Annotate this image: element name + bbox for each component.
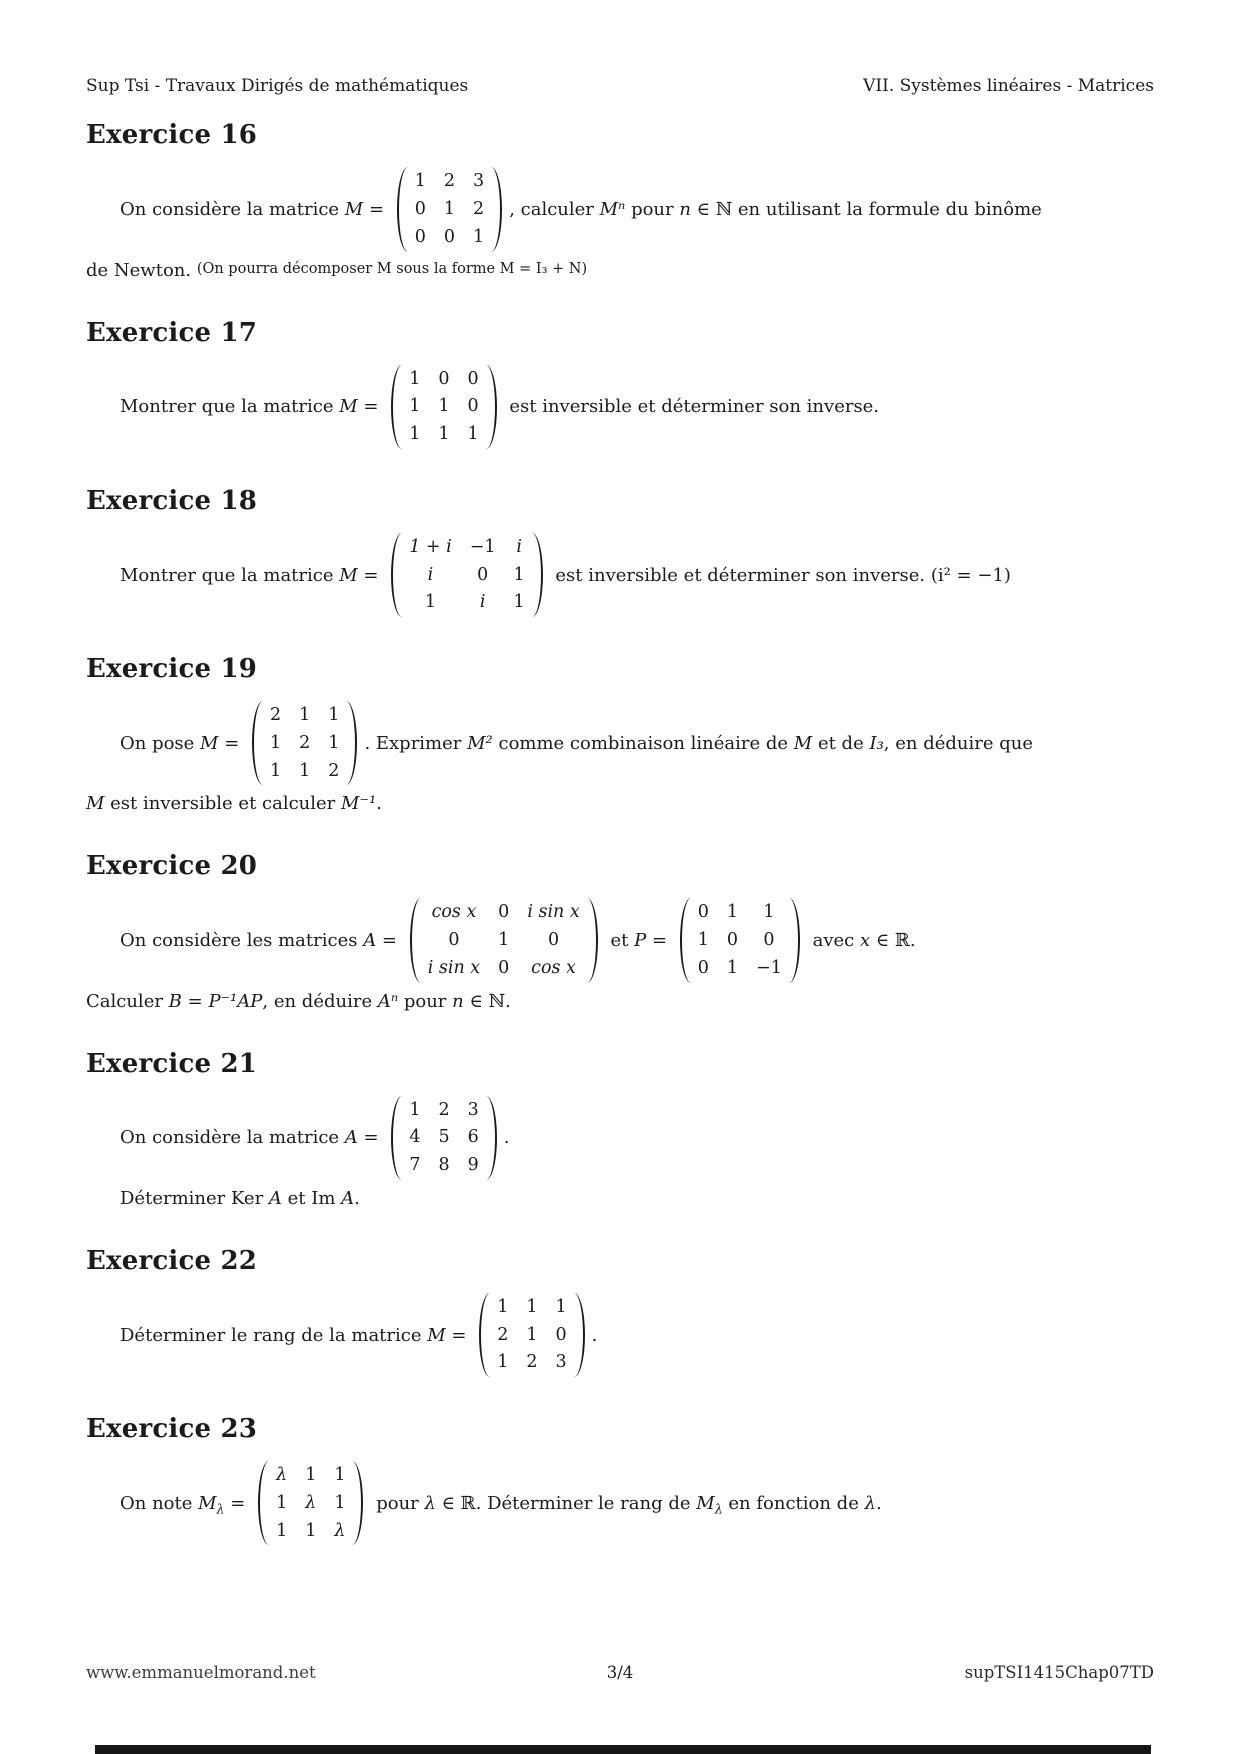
text-run: et Im [281,1187,342,1209]
matrix-right-paren [352,1461,363,1545]
matrix-cell: λ [276,1465,288,1486]
exercise-23-line-1 [86,1458,1154,1548]
text-run: en fonction de [722,1492,865,1514]
matrix-cell: 1 [409,1099,421,1120]
matrix-cell: 3 [467,1099,479,1120]
matrix-right-paren [789,898,800,982]
matrix-cell: 1 [305,1520,317,1541]
matrix-cell: −1 [756,957,782,978]
text-run: est inversible et calculer [104,793,342,815]
exercise-17 [86,318,1154,452]
text-run: On considère les matrices [120,930,364,952]
matrix-p [680,898,800,982]
exercise-21 [86,1049,1154,1212]
matrix-cell: 1 [726,902,739,923]
matrix-cell: 1 [334,1465,346,1486]
text-run: pour [398,990,453,1012]
matrix-grid [421,898,587,982]
text-run: On considère la matrice [120,199,345,221]
math-var-subscript: λ [216,1501,225,1517]
matrix-cell: 0 [467,368,479,389]
math-var: n [679,199,691,221]
math-var-subscript: λ [714,1501,723,1517]
math-var-base: M [696,1492,715,1514]
exercise-19-title: Exercice 19 [86,654,258,685]
matrix-cell: 1 [438,396,450,417]
text-run: . [876,1492,882,1514]
matrix-cell: 1 [467,424,479,445]
matrix-cell: 1 [414,171,426,192]
math-var: M⁻¹ [341,793,377,815]
text-run: , calculer [509,199,600,221]
header-course-title: Sup Tsi - Travaux Dirigés de mathématiques [86,76,469,96]
math-var: M² [467,732,493,754]
text-run: comme combinaison linéaire de [492,732,794,754]
matrix-cell: 0 [448,930,460,951]
matrix-cell: cos x [431,902,477,923]
exercise-21-line-2 [86,1185,1154,1212]
text-run: = [363,199,390,221]
exercise-16 [86,120,1154,283]
exercise-19 [86,654,1154,817]
matrix-cell: 0 [414,226,426,247]
exercise-20-line-2 [86,988,1154,1015]
text-run: ∈ ℕ en utilisant la formule du binôme [690,199,1042,221]
math-var: λ [864,1492,876,1514]
matrix-left-paren [258,1461,269,1545]
text-run: . Exprimer [364,732,468,754]
matrix-cell: 2 [497,1324,509,1345]
exercise-23 [86,1414,1154,1548]
matrix-cell: 7 [409,1155,421,1176]
math-var-base: M [198,1492,217,1514]
math-var: P [634,930,647,952]
matrix-cell: 0 [414,199,426,220]
text-run: = [181,990,209,1012]
text-run: . [376,793,382,815]
math-var: M [344,199,364,221]
matrix-grid [691,898,789,982]
matrix-cell: 1 [697,930,709,951]
matrix-left-paren [397,167,408,251]
matrix-cell: 2 [328,760,340,781]
matrix-cell: 2 [526,1352,538,1373]
matrix-cell: 1 [299,760,311,781]
matrix-cell: 1 [328,705,340,726]
text-run: est inversible et déterminer son inverse. [549,564,931,586]
matrix-cell: 0 [477,564,489,585]
matrix-cell: 1 [409,424,421,445]
matrix-cell: 0 [498,902,510,923]
math-var: P⁻¹AP [208,990,263,1012]
matrix [252,701,357,785]
text-run: ∈ ℝ. Déterminer le rang de [435,1492,697,1514]
exercise-20-title: Exercice 20 [86,851,258,882]
matrix [397,167,502,251]
math-var: M [427,1324,446,1346]
matrix-cell: 6 [467,1127,479,1148]
exercise-22-title: Exercice 22 [86,1245,258,1276]
exercise-17-line-1 [86,362,1154,452]
text-run: = [218,732,246,754]
matrix-cell: 1 [409,368,421,389]
matrix [391,365,496,449]
exercise-16-line-1 [86,164,1154,254]
matrix-left-paren [252,701,263,785]
math-var: M [339,396,358,418]
matrix-cell: 3 [555,1352,567,1373]
text-run: = [445,1324,473,1346]
footer-website-link[interactable]: www.emmanuelmorand.net [86,1663,316,1682]
page-footer [86,1663,1154,1682]
hint-note: (On pourra décomposer M sous la forme M = I₃ + N) [196,261,588,278]
text-run: avec [806,930,860,952]
math-var: A [268,1187,282,1209]
matrix-left-paren [391,365,402,449]
exercise-19-line-2 [86,790,1154,817]
text-run: = [357,1127,385,1149]
page-number: 3/4 [606,1663,634,1682]
math-var: A [363,930,377,952]
matrix-cell: cos x [531,957,576,978]
matrix-cell: 0 [555,1324,567,1345]
matrix [391,1096,496,1180]
exercise-20-line-1 [86,895,1154,985]
text-run: = [357,396,385,418]
matrix-cell: 1 [270,760,282,781]
matrix-grid [402,1096,485,1180]
math-var: Mⁿ [599,199,626,221]
matrix-cell: 2 [443,171,456,192]
math-var: B [168,990,182,1012]
text-run: On note [120,1492,199,1514]
matrix-grid [490,1293,573,1377]
exercise-19-line-1 [86,698,1154,788]
exercise-18-line-1 [86,530,1154,620]
matrix-cell: i [479,592,486,613]
matrix-cell: 1 [305,1465,317,1486]
matrix-cell: 2 [473,199,485,220]
matrix-cell: 0 [467,396,479,417]
matrix-cell: 1 [424,592,437,613]
page-edge-bar [95,1745,1151,1754]
matrix-cell: 0 [697,902,709,923]
matrix-cell: 1 [497,1352,509,1373]
text-run: Montrer que la matrice [120,396,340,418]
matrix-cell: 4 [409,1127,421,1148]
matrix-cell: 1 [473,226,485,247]
matrix-cell: 2 [438,1099,450,1120]
math-var [696,1490,722,1517]
matrix-cell: 1 [328,732,340,753]
matrix-left-paren [410,898,421,982]
matrix-cell: 1 [555,1296,567,1317]
matrix-right-paren [491,167,502,251]
matrix-cell: i [427,564,434,585]
matrix-cell: 2 [299,732,311,753]
matrix-left-paren [680,898,691,982]
matrix-cell: i sin x [527,902,580,923]
text-run: pour [370,1492,425,1514]
math-var: A [344,1127,358,1149]
exercise-21-line-1 [86,1093,1154,1183]
matrix-cell: λ [334,1520,346,1541]
matrix-cell: 1 [276,1520,288,1541]
text-run: Déterminer le rang de la matrice [120,1324,428,1346]
math-var: I₃ [869,732,884,754]
matrix-cell: 1 + i [409,536,452,557]
text-run: . [354,1187,360,1209]
text-run: , en déduire [262,990,378,1012]
matrix-grid [408,167,491,251]
math-var: n [452,990,464,1012]
matrix-right-paren [486,1096,497,1180]
exercise-20 [86,851,1154,1014]
matrix-grid [402,365,485,449]
matrix-cell: 1 [513,564,525,585]
matrix-cell: 0 [443,226,456,247]
matrix-cell: 1 [270,732,282,753]
text-run: = [376,930,403,952]
text-run: . [591,1324,598,1346]
matrix-right-paren [532,533,543,617]
footer-document-id: supTSI1415Chap07TD [964,1663,1154,1682]
matrix-left-paren [479,1293,490,1377]
page-header [86,76,1154,96]
matrix-cell: 1 [276,1492,288,1513]
exercise-17-title: Exercice 17 [86,317,258,348]
exercise-22 [86,1246,1154,1380]
text-run: On considère la matrice [120,1127,345,1149]
text-run: , en déduire que [883,732,1033,754]
matrix-cell: 0 [498,957,510,978]
header-chapter-title: VII. Systèmes linéaires - Matrices [863,76,1154,96]
exercise-16-line-2 [86,257,1154,284]
matrix-cell: 1 [526,1296,538,1317]
text-run: ∈ ℕ. [463,990,511,1012]
matrix-left-paren [391,1096,402,1180]
matrix-cell: −1 [469,536,496,557]
text-run: = [357,564,385,586]
text-run: On pose [120,732,201,754]
matrix-cell: i sin x [427,957,481,978]
matrix-cell: 1 [443,199,456,220]
text-run: Déterminer Ker [120,1187,269,1209]
matrix-a [410,898,598,982]
matrix-cell: 1 [497,1296,509,1317]
exercise-21-title: Exercice 21 [86,1048,258,1079]
text-run: = [224,1492,252,1514]
matrix-cell: 3 [473,171,485,192]
text-run: . [503,1127,510,1149]
text-run: ∈ ℝ. [870,930,916,952]
hint-note: (i² = −1) [930,564,1011,586]
matrix-cell: 1 [438,424,450,445]
exercise-18 [86,486,1154,620]
matrix-cell: 0 [547,930,560,951]
matrix [391,533,542,617]
text-run: et de [812,732,870,754]
matrix-cell: λ [305,1492,317,1513]
matrix-cell: 0 [763,930,775,951]
matrix-grid [269,1461,352,1545]
matrix-right-paren [574,1293,585,1377]
text-run: Calculer [86,990,169,1012]
math-var: M [339,564,358,586]
matrix-cell: 2 [270,705,282,726]
matrix [258,1461,363,1545]
matrix-right-paren [346,701,357,785]
text-run: Montrer que la matrice [120,564,340,586]
math-var: M [200,732,219,754]
matrix-cell: i [516,536,522,557]
math-var: M [86,793,105,815]
matrix-grid [263,701,346,785]
matrix-cell: 5 [438,1127,450,1148]
matrix-cell: 0 [697,957,709,978]
math-var: x [859,930,871,952]
matrix-cell: 0 [438,368,450,389]
exercise-22-line-1 [86,1290,1154,1380]
matrix-cell: 9 [467,1155,479,1176]
matrix-cell: 1 [526,1324,538,1345]
matrix-cell: 1 [726,957,739,978]
matrix-cell: 1 [763,902,775,923]
matrix-left-paren [391,533,402,617]
text-run: et [604,930,635,952]
matrix-cell: 1 [498,930,510,951]
exercise-18-title: Exercice 18 [86,485,258,516]
matrix-right-paren [587,898,598,982]
math-var: Aⁿ [377,990,399,1012]
matrix-grid [402,533,531,617]
text-run: de Newton. [86,259,197,281]
matrix-cell: 0 [726,930,739,951]
text-run: pour [625,199,680,221]
math-var: M [793,732,813,754]
text-run: est inversible et déterminer son inverse. [503,396,880,418]
matrix-cell: 1 [334,1492,346,1513]
matrix-cell: 1 [409,396,421,417]
math-var [198,1490,224,1517]
matrix-cell: 1 [299,705,311,726]
matrix-cell: 8 [438,1155,450,1176]
exercise-16-title: Exercice 16 [86,120,258,151]
math-var: λ [424,1492,436,1514]
math-var: A [341,1187,355,1209]
matrix [479,1293,584,1377]
matrix-right-paren [486,365,497,449]
exercise-23-title: Exercice 23 [86,1414,258,1445]
matrix-cell: 1 [513,592,525,613]
text-run: = [646,930,673,952]
